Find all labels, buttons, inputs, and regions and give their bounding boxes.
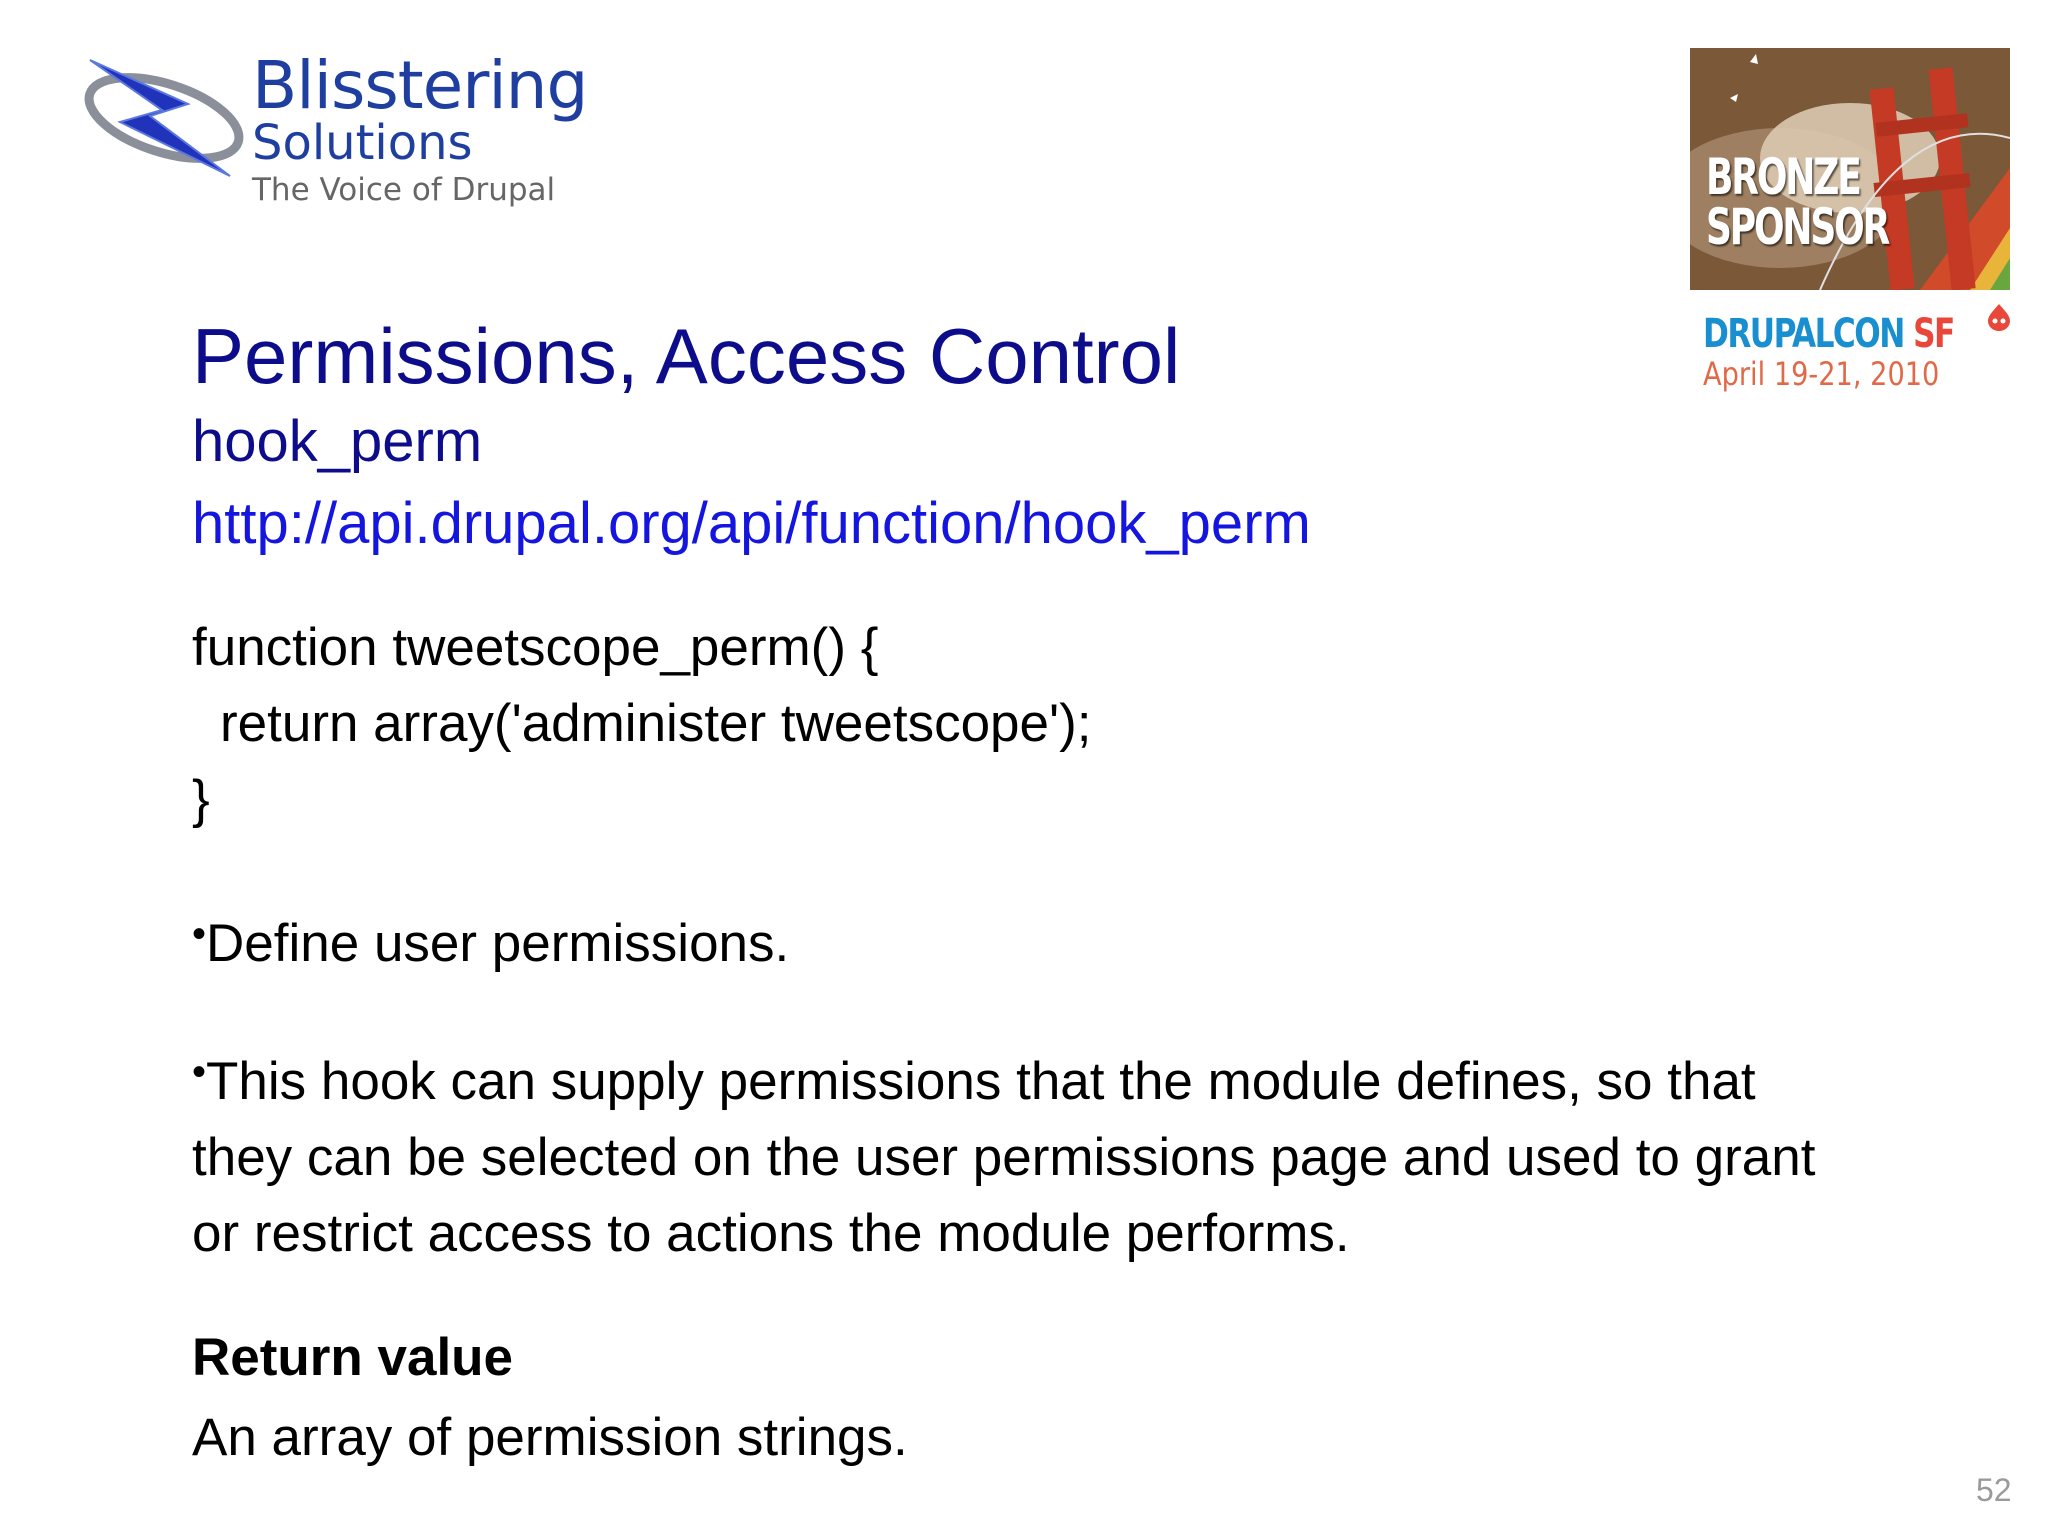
bullet-item	[192, 1034, 1992, 1272]
bullet-item	[192, 896, 789, 982]
api-link[interactable]: http://api.drupal.org/api/function/hook_perm	[192, 491, 1311, 556]
return-heading: Return value	[192, 1328, 514, 1387]
bronze-sponsor-badge	[1690, 48, 2010, 290]
return-text: An array of permission strings.	[192, 1408, 908, 1467]
badge-line1: BRONZE	[1706, 148, 1860, 206]
event-name-part2: SF	[1913, 311, 1954, 357]
bullet-text: Define user permissions.	[206, 914, 790, 973]
hook-name: hook_perm	[192, 409, 483, 474]
code-line: return array('administer tweetscope');	[220, 694, 1092, 753]
company-logo	[80, 48, 600, 218]
bullet-icon: •	[192, 912, 207, 956]
bullet-text: or restrict access to actions the module performs.	[192, 1204, 1350, 1263]
code-sample	[192, 610, 1092, 838]
lightning-orbit-icon	[80, 52, 250, 182]
event-label	[1703, 312, 2033, 392]
event-date: April 19-21, 2010	[1703, 355, 1940, 393]
logo-name-line1: Blisstering	[252, 47, 588, 124]
logo-name-line2: Solutions	[252, 115, 473, 171]
bullet-text: they can be selected on the user permissions page and used to grant	[192, 1128, 1816, 1187]
bullet-icon: •	[192, 1050, 207, 1094]
drupal-drop-icon	[1986, 302, 2012, 337]
badge-line2: SPONSOR	[1706, 198, 1889, 256]
slide-title: Permissions, Access Control	[192, 312, 1181, 400]
logo-tagline: The Voice of Drupal	[252, 172, 556, 208]
event-name	[1703, 312, 1960, 356]
code-line: function tweetscope_perm() {	[192, 618, 879, 677]
code-line: }	[192, 770, 210, 829]
page-number: 52	[1976, 1472, 2012, 1508]
event-name-part1: DRUPALCON	[1703, 311, 1904, 357]
bullet-text: This hook can supply permissions that the module defines, so that	[206, 1052, 1756, 1111]
